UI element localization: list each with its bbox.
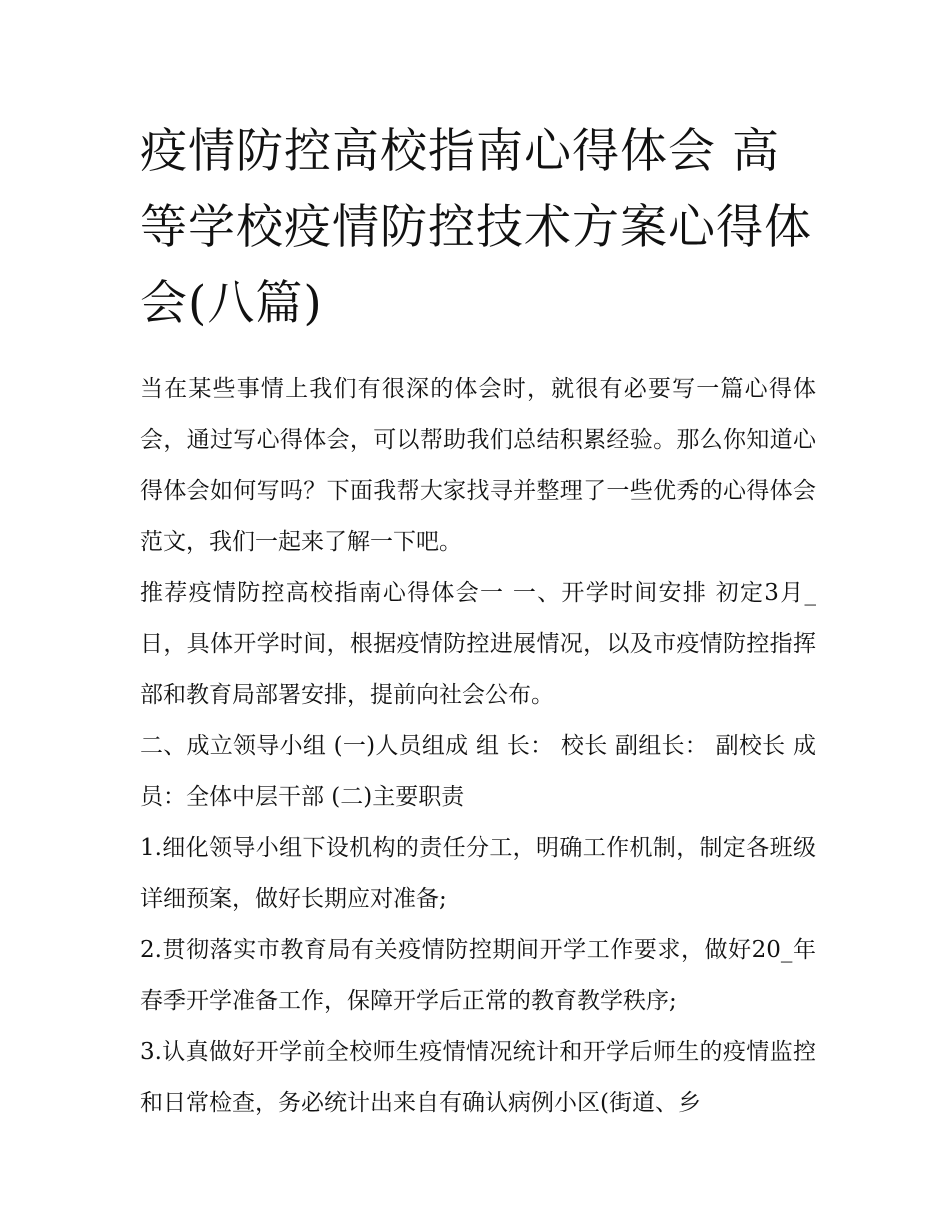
paragraph-duty-3: 3.认真做好开学前全校师生疫情情况统计和开学后师生的疫情监控和日常检查，务必统计出来自有确认病例小区(街道、乡 xyxy=(140,1039,816,1116)
document-body xyxy=(140,364,816,1129)
document-title: 疫情防控高校指南心得体会 高等学校疫情防控技术方案心得体会(八篇) xyxy=(140,124,812,331)
paragraph-school-opening: 推荐疫情防控高校指南心得体会一 一、开学时间安排 初定3月_日，具体开学时间，根据疫情防控进展情况，以及市疫情防控指挥部和教育局部署安排，提前向社会公布。 xyxy=(140,580,816,708)
paragraph-leadership-group: 二、成立领导小组 (一)人员组成 组 长： 校长 副组长： 副校长 成 员：全体中层干部 (二)主要职责 xyxy=(140,733,816,810)
paragraph-intro: 当在某些事情上我们有很深的体会时，就很有必要写一篇心得体会，通过写心得体会，可以帮助我们总结积累经验。那么你知道心得体会如何写吗？下面我帮大家找寻并整理了一些优秀的心得体会范文，我们一起来了解一下吧。 xyxy=(140,376,816,555)
paragraph-duty-2: 2.贯彻落实市教育局有关疫情防控期间开学工作要求，做好20_年春季开学准备工作，保障开学后正常的教育教学秩序; xyxy=(140,937,816,1014)
paragraph-duty-1: 1.细化领导小组下设机构的责任分工，明确工作机制，制定各班级详细预案，做好长期应对准备; xyxy=(140,835,816,912)
document-page xyxy=(140,114,816,1129)
